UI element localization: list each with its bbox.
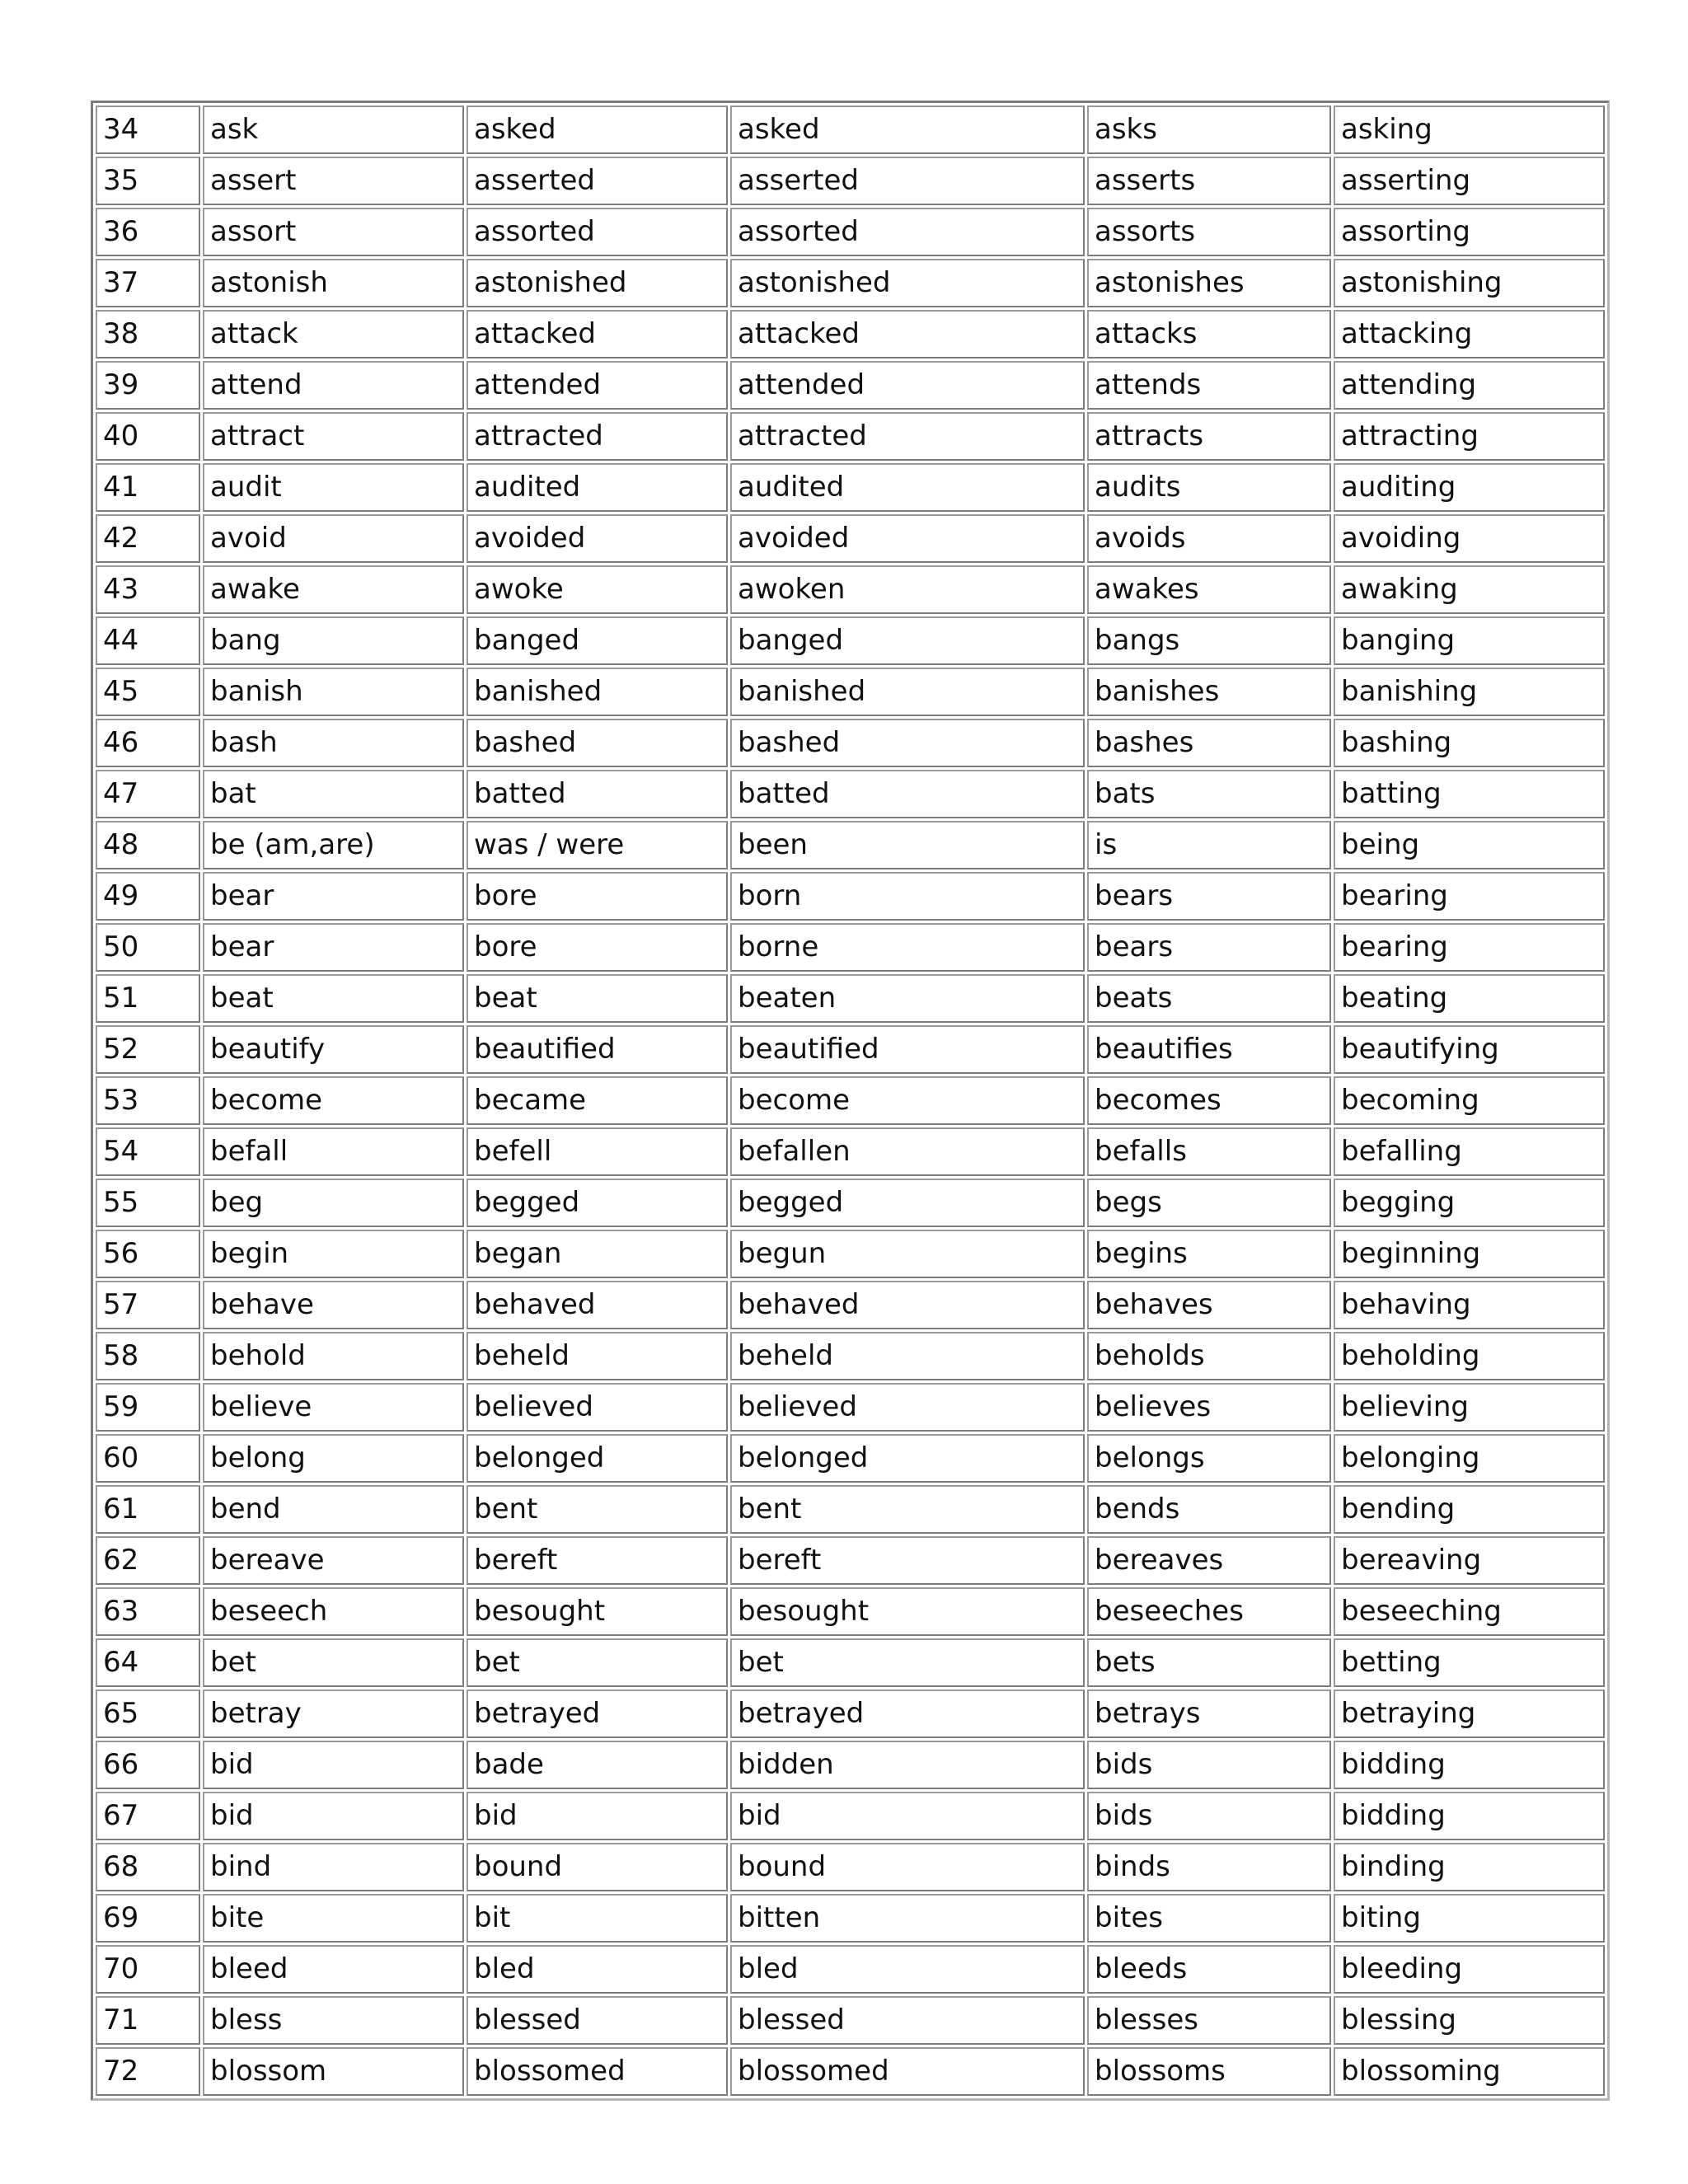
past-participle-cell: believed (730, 1383, 1085, 1432)
row-number-cell: 66 (96, 1741, 200, 1789)
table-row (96, 412, 1605, 461)
table-row (96, 821, 1605, 869)
base-form-cell: bless (203, 1996, 464, 2045)
third-person-cell: beats (1087, 974, 1331, 1023)
past-simple-cell: asserted (467, 157, 728, 205)
base-form-cell: blossom (203, 2047, 464, 2096)
present-participle-cell: biting (1334, 1894, 1605, 1943)
past-participle-cell: born (730, 872, 1085, 921)
base-form-cell: bash (203, 719, 464, 767)
present-participle-cell: bidding (1334, 1741, 1605, 1789)
table-row (96, 1638, 1605, 1687)
row-number-cell: 71 (96, 1996, 200, 2045)
third-person-cell: astonishes (1087, 259, 1331, 307)
row-number-cell: 50 (96, 923, 200, 972)
base-form-cell: befall (203, 1127, 464, 1176)
past-participle-cell: asserted (730, 157, 1085, 205)
past-simple-cell: bent (467, 1485, 728, 1534)
present-participle-cell: believing (1334, 1383, 1605, 1432)
table-row (96, 1179, 1605, 1227)
past-simple-cell: attacked (467, 310, 728, 359)
past-participle-cell: assorted (730, 208, 1085, 256)
table-row (96, 923, 1605, 972)
base-form-cell: bid (203, 1792, 464, 1840)
present-participle-cell: bearing (1334, 923, 1605, 972)
row-number-cell: 62 (96, 1536, 200, 1585)
past-simple-cell: bit (467, 1894, 728, 1943)
table-row (96, 974, 1605, 1023)
table-row (96, 514, 1605, 563)
past-simple-cell: audited (467, 463, 728, 512)
row-number-cell: 63 (96, 1587, 200, 1636)
base-form-cell: behave (203, 1281, 464, 1329)
third-person-cell: beholds (1087, 1332, 1331, 1380)
present-participle-cell: asserting (1334, 157, 1605, 205)
past-participle-cell: begun (730, 1230, 1085, 1278)
past-participle-cell: besought (730, 1587, 1085, 1636)
base-form-cell: attract (203, 412, 464, 461)
past-participle-cell: banished (730, 668, 1085, 716)
base-form-cell: bid (203, 1741, 464, 1789)
base-form-cell: astonish (203, 259, 464, 307)
third-person-cell: beautifies (1087, 1025, 1331, 1074)
row-number-cell: 67 (96, 1792, 200, 1840)
past-simple-cell: attended (467, 361, 728, 410)
past-simple-cell: banged (467, 616, 728, 665)
base-form-cell: bat (203, 770, 464, 818)
table-row (96, 872, 1605, 921)
present-participle-cell: bereaving (1334, 1536, 1605, 1585)
row-number-cell: 44 (96, 616, 200, 665)
row-number-cell: 45 (96, 668, 200, 716)
row-number-cell: 64 (96, 1638, 200, 1687)
past-participle-cell: banged (730, 616, 1085, 665)
row-number-cell: 53 (96, 1076, 200, 1125)
present-participle-cell: astonishing (1334, 259, 1605, 307)
past-participle-cell: astonished (730, 259, 1085, 307)
past-participle-cell: beheld (730, 1332, 1085, 1380)
past-participle-cell: avoided (730, 514, 1085, 563)
past-participle-cell: bereft (730, 1536, 1085, 1585)
table-row (96, 208, 1605, 256)
present-participle-cell: belonging (1334, 1434, 1605, 1483)
present-participle-cell: assorting (1334, 208, 1605, 256)
third-person-cell: binds (1087, 1843, 1331, 1891)
past-simple-cell: bound (467, 1843, 728, 1891)
row-number-cell: 52 (96, 1025, 200, 1074)
third-person-cell: betrays (1087, 1690, 1331, 1738)
past-participle-cell: beautified (730, 1025, 1085, 1074)
base-form-cell: attend (203, 361, 464, 410)
present-participle-cell: banishing (1334, 668, 1605, 716)
base-form-cell: begin (203, 1230, 464, 1278)
row-number-cell: 55 (96, 1179, 200, 1227)
base-form-cell: bet (203, 1638, 464, 1687)
past-simple-cell: bore (467, 872, 728, 921)
table-row (96, 310, 1605, 359)
present-participle-cell: attacking (1334, 310, 1605, 359)
table-row (96, 1383, 1605, 1432)
past-simple-cell: bet (467, 1638, 728, 1687)
past-simple-cell: assorted (467, 208, 728, 256)
past-participle-cell: betrayed (730, 1690, 1085, 1738)
third-person-cell: begins (1087, 1230, 1331, 1278)
past-simple-cell: bereft (467, 1536, 728, 1585)
past-participle-cell: become (730, 1076, 1085, 1125)
past-participle-cell: attacked (730, 310, 1085, 359)
base-form-cell: bend (203, 1485, 464, 1534)
base-form-cell: believe (203, 1383, 464, 1432)
present-participle-cell: bleeding (1334, 1945, 1605, 1994)
table-row (96, 1741, 1605, 1789)
past-simple-cell: avoided (467, 514, 728, 563)
past-participle-cell: beaten (730, 974, 1085, 1023)
table-row (96, 770, 1605, 818)
past-participle-cell: belonged (730, 1434, 1085, 1483)
past-participle-cell: attended (730, 361, 1085, 410)
table-row (96, 361, 1605, 410)
present-participle-cell: blossoming (1334, 2047, 1605, 2096)
row-number-cell: 58 (96, 1332, 200, 1380)
base-form-cell: belong (203, 1434, 464, 1483)
past-simple-cell: bashed (467, 719, 728, 767)
third-person-cell: bids (1087, 1792, 1331, 1840)
present-participle-cell: banging (1334, 616, 1605, 665)
third-person-cell: beseeches (1087, 1587, 1331, 1636)
table-row (96, 565, 1605, 614)
base-form-cell: avoid (203, 514, 464, 563)
third-person-cell: bites (1087, 1894, 1331, 1943)
base-form-cell: beat (203, 974, 464, 1023)
present-participle-cell: beseeching (1334, 1587, 1605, 1636)
past-simple-cell: awoke (467, 565, 728, 614)
third-person-cell: bets (1087, 1638, 1331, 1687)
past-participle-cell: blossomed (730, 2047, 1085, 2096)
third-person-cell: begs (1087, 1179, 1331, 1227)
third-person-cell: bears (1087, 923, 1331, 972)
past-participle-cell: bet (730, 1638, 1085, 1687)
third-person-cell: bats (1087, 770, 1331, 818)
third-person-cell: bleeds (1087, 1945, 1331, 1994)
base-form-cell: become (203, 1076, 464, 1125)
table-row (96, 1230, 1605, 1278)
base-form-cell: bear (203, 872, 464, 921)
row-number-cell: 35 (96, 157, 200, 205)
present-participle-cell: beating (1334, 974, 1605, 1023)
past-simple-cell: began (467, 1230, 728, 1278)
third-person-cell: assorts (1087, 208, 1331, 256)
past-participle-cell: bitten (730, 1894, 1085, 1943)
row-number-cell: 72 (96, 2047, 200, 2096)
base-form-cell: bite (203, 1894, 464, 1943)
past-participle-cell: blessed (730, 1996, 1085, 2045)
past-simple-cell: blossomed (467, 2047, 728, 2096)
present-participle-cell: beholding (1334, 1332, 1605, 1380)
row-number-cell: 41 (96, 463, 200, 512)
row-number-cell: 65 (96, 1690, 200, 1738)
row-number-cell: 37 (96, 259, 200, 307)
past-participle-cell: begged (730, 1179, 1085, 1227)
present-participle-cell: attracting (1334, 412, 1605, 461)
table-row (96, 616, 1605, 665)
third-person-cell: is (1087, 821, 1331, 869)
third-person-cell: awakes (1087, 565, 1331, 614)
base-form-cell: behold (203, 1332, 464, 1380)
third-person-cell: avoids (1087, 514, 1331, 563)
base-form-cell: betray (203, 1690, 464, 1738)
base-form-cell: be (am,are) (203, 821, 464, 869)
row-number-cell: 39 (96, 361, 200, 410)
table-row (96, 1792, 1605, 1840)
present-participle-cell: being (1334, 821, 1605, 869)
third-person-cell: attracts (1087, 412, 1331, 461)
past-simple-cell: beheld (467, 1332, 728, 1380)
row-number-cell: 43 (96, 565, 200, 614)
third-person-cell: attacks (1087, 310, 1331, 359)
present-participle-cell: awaking (1334, 565, 1605, 614)
row-number-cell: 38 (96, 310, 200, 359)
present-participle-cell: befalling (1334, 1127, 1605, 1176)
base-form-cell: beautify (203, 1025, 464, 1074)
third-person-cell: bereaves (1087, 1536, 1331, 1585)
past-participle-cell: befallen (730, 1127, 1085, 1176)
past-simple-cell: bore (467, 923, 728, 972)
past-simple-cell: beautified (467, 1025, 728, 1074)
verb-table-body (96, 105, 1605, 2096)
base-form-cell: bear (203, 923, 464, 972)
row-number-cell: 70 (96, 1945, 200, 1994)
past-participle-cell: attracted (730, 412, 1085, 461)
row-number-cell: 49 (96, 872, 200, 921)
third-person-cell: attends (1087, 361, 1331, 410)
table-row (96, 1127, 1605, 1176)
present-participle-cell: beautifying (1334, 1025, 1605, 1074)
present-participle-cell: bidding (1334, 1792, 1605, 1840)
past-participle-cell: bashed (730, 719, 1085, 767)
past-simple-cell: attracted (467, 412, 728, 461)
past-simple-cell: became (467, 1076, 728, 1125)
third-person-cell: bears (1087, 872, 1331, 921)
table-row (96, 1945, 1605, 1994)
third-person-cell: becomes (1087, 1076, 1331, 1125)
present-participle-cell: bearing (1334, 872, 1605, 921)
past-simple-cell: was / were (467, 821, 728, 869)
third-person-cell: audits (1087, 463, 1331, 512)
present-participle-cell: behaving (1334, 1281, 1605, 1329)
table-row (96, 1894, 1605, 1943)
third-person-cell: blesses (1087, 1996, 1331, 2045)
past-simple-cell: bid (467, 1792, 728, 1840)
base-form-cell: bind (203, 1843, 464, 1891)
past-simple-cell: beat (467, 974, 728, 1023)
base-form-cell: awake (203, 565, 464, 614)
verb-forms-table (91, 101, 1610, 2101)
past-simple-cell: banished (467, 668, 728, 716)
present-participle-cell: bending (1334, 1485, 1605, 1534)
past-simple-cell: begged (467, 1179, 728, 1227)
past-participle-cell: awoken (730, 565, 1085, 614)
third-person-cell: bends (1087, 1485, 1331, 1534)
past-participle-cell: behaved (730, 1281, 1085, 1329)
past-simple-cell: blessed (467, 1996, 728, 2045)
past-simple-cell: believed (467, 1383, 728, 1432)
past-participle-cell: bid (730, 1792, 1085, 1840)
past-participle-cell: bound (730, 1843, 1085, 1891)
past-simple-cell: astonished (467, 259, 728, 307)
past-participle-cell: bled (730, 1945, 1085, 1994)
third-person-cell: asserts (1087, 157, 1331, 205)
present-participle-cell: beginning (1334, 1230, 1605, 1278)
past-simple-cell: behaved (467, 1281, 728, 1329)
present-participle-cell: batting (1334, 770, 1605, 818)
row-number-cell: 60 (96, 1434, 200, 1483)
past-simple-cell: asked (467, 105, 728, 154)
table-row (96, 668, 1605, 716)
row-number-cell: 61 (96, 1485, 200, 1534)
table-row (96, 1536, 1605, 1585)
row-number-cell: 57 (96, 1281, 200, 1329)
past-simple-cell: bled (467, 1945, 728, 1994)
past-participle-cell: bidden (730, 1741, 1085, 1789)
table-row (96, 157, 1605, 205)
third-person-cell: bashes (1087, 719, 1331, 767)
present-participle-cell: attending (1334, 361, 1605, 410)
row-number-cell: 36 (96, 208, 200, 256)
present-participle-cell: blessing (1334, 1996, 1605, 2045)
base-form-cell: assort (203, 208, 464, 256)
table-row (96, 1025, 1605, 1074)
base-form-cell: beg (203, 1179, 464, 1227)
row-number-cell: 48 (96, 821, 200, 869)
past-participle-cell: been (730, 821, 1085, 869)
table-row (96, 1485, 1605, 1534)
past-simple-cell: befell (467, 1127, 728, 1176)
row-number-cell: 68 (96, 1843, 200, 1891)
third-person-cell: behaves (1087, 1281, 1331, 1329)
row-number-cell: 54 (96, 1127, 200, 1176)
table-row (96, 259, 1605, 307)
table-row (96, 1434, 1605, 1483)
base-form-cell: ask (203, 105, 464, 154)
table-row (96, 1690, 1605, 1738)
third-person-cell: bangs (1087, 616, 1331, 665)
base-form-cell: bang (203, 616, 464, 665)
row-number-cell: 42 (96, 514, 200, 563)
table-row (96, 1332, 1605, 1380)
third-person-cell: banishes (1087, 668, 1331, 716)
row-number-cell: 34 (96, 105, 200, 154)
base-form-cell: attack (203, 310, 464, 359)
table-row (96, 105, 1605, 154)
base-form-cell: assert (203, 157, 464, 205)
third-person-cell: blossoms (1087, 2047, 1331, 2096)
base-form-cell: bereave (203, 1536, 464, 1585)
past-participle-cell: asked (730, 105, 1085, 154)
row-number-cell: 69 (96, 1894, 200, 1943)
third-person-cell: bids (1087, 1741, 1331, 1789)
past-simple-cell: betrayed (467, 1690, 728, 1738)
table-row (96, 463, 1605, 512)
table-row (96, 719, 1605, 767)
third-person-cell: believes (1087, 1383, 1331, 1432)
row-number-cell: 56 (96, 1230, 200, 1278)
table-row (96, 2047, 1605, 2096)
past-participle-cell: bent (730, 1485, 1085, 1534)
table-row (96, 1076, 1605, 1125)
present-participle-cell: begging (1334, 1179, 1605, 1227)
third-person-cell: asks (1087, 105, 1331, 154)
row-number-cell: 51 (96, 974, 200, 1023)
table-row (96, 1587, 1605, 1636)
past-simple-cell: batted (467, 770, 728, 818)
base-form-cell: banish (203, 668, 464, 716)
base-form-cell: audit (203, 463, 464, 512)
past-participle-cell: batted (730, 770, 1085, 818)
present-participle-cell: avoiding (1334, 514, 1605, 563)
present-participle-cell: betting (1334, 1638, 1605, 1687)
table-row (96, 1843, 1605, 1891)
past-simple-cell: bade (467, 1741, 728, 1789)
base-form-cell: beseech (203, 1587, 464, 1636)
present-participle-cell: binding (1334, 1843, 1605, 1891)
row-number-cell: 40 (96, 412, 200, 461)
base-form-cell: bleed (203, 1945, 464, 1994)
past-participle-cell: borne (730, 923, 1085, 972)
table-row (96, 1281, 1605, 1329)
present-participle-cell: auditing (1334, 463, 1605, 512)
table-row (96, 1996, 1605, 2045)
present-participle-cell: asking (1334, 105, 1605, 154)
present-participle-cell: betraying (1334, 1690, 1605, 1738)
row-number-cell: 47 (96, 770, 200, 818)
past-simple-cell: besought (467, 1587, 728, 1636)
present-participle-cell: bashing (1334, 719, 1605, 767)
third-person-cell: belongs (1087, 1434, 1331, 1483)
row-number-cell: 46 (96, 719, 200, 767)
past-participle-cell: audited (730, 463, 1085, 512)
present-participle-cell: becoming (1334, 1076, 1605, 1125)
row-number-cell: 59 (96, 1383, 200, 1432)
third-person-cell: befalls (1087, 1127, 1331, 1176)
past-simple-cell: belonged (467, 1434, 728, 1483)
